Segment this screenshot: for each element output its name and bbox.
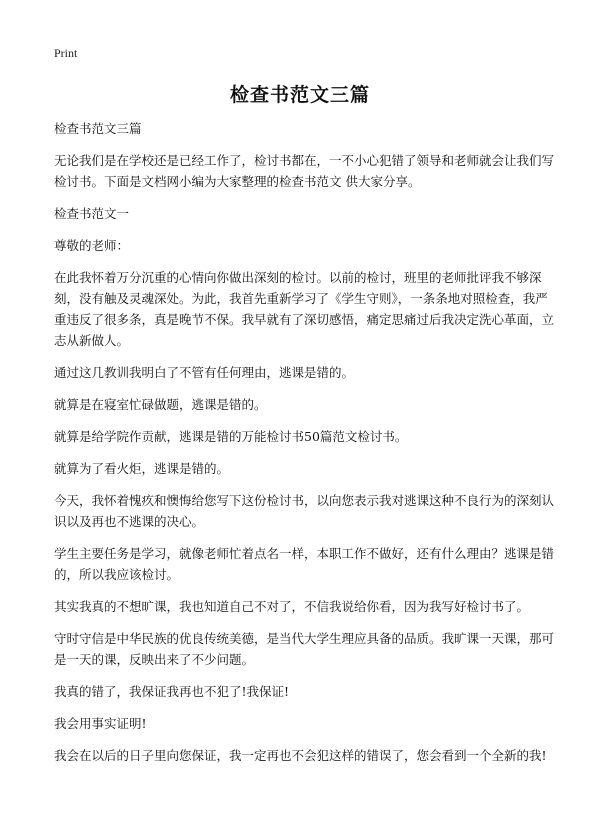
paragraph-salutation: 尊敬的老师： bbox=[54, 238, 130, 253]
paragraph: 我真的错了，我保证我再也不犯了!我保证! bbox=[54, 684, 290, 699]
paragraph-section-heading: 检查书范文一 bbox=[54, 206, 130, 221]
paragraph: 我会在以后的日子里向您保证，我一定再也不会犯这样的错误了，您会看到一个全新的我! bbox=[54, 748, 547, 763]
paragraph: 学生主要任务是学习，就像老师忙着点名一样，本职工作不做好，还有什么理由？逃课是错的，所以我应该检讨。 bbox=[54, 546, 555, 582]
paragraph: 在此我怀着万分沉重的心情向你做出深刻的检讨。以前的检讨，班里的老师批评我不够深刻，没有触及灵魂深处。为此，我首先重新学习了《学生守则》，一条条地对照检查，我严重违反了很多条，真是晚节不保。我早就有了深切感悟，痛定思痛过后我决定洗心革面，立志从新做人。 bbox=[54, 270, 555, 348]
paragraph: 就算为了看火炬，逃课是错的。 bbox=[54, 461, 230, 476]
paragraph: 就算是给学院作贡献，逃课是错的万能检讨书50篇范文检讨书。 bbox=[54, 429, 408, 444]
paragraph: 我会用事实证明! bbox=[54, 716, 147, 731]
paragraph: 通过这几教训我明白了不管有任何理由，逃课是错的。 bbox=[54, 365, 355, 380]
paragraph: 其实我真的不想旷课，我也知道自己不对了，不信我说给你看，因为我写好检讨书了。 bbox=[54, 599, 530, 614]
paragraph: 守时守信是中华民族的优良传统美德，是当代大学生理应具备的品质。我旷课一天课，那可是一天的课，反映出来了不少问题。 bbox=[54, 631, 555, 667]
paragraph-intro: 无论我们是在学校还是已经工作了，检讨书都在，一不小心犯错了领导和老师就会让我们写检讨书。下面是文档网小编为大家整理的检查书范文 供大家分享。 bbox=[54, 153, 555, 189]
paragraph: 就算是在寝室忙碌做题，逃课是错的。 bbox=[54, 397, 267, 412]
page-title: 检查书范文三篇 bbox=[229, 84, 370, 106]
document-body bbox=[54, 118, 554, 777]
paragraph: 今天，我怀着愧疚和懊悔给您写下这份检讨书，以向您表示我对逃课这种不良行为的深刻认识以及再也不逃课的决心。 bbox=[54, 493, 555, 529]
paragraph-subtitle: 检查书范文三篇 bbox=[54, 121, 142, 136]
print-link[interactable]: Print bbox=[54, 46, 78, 60]
